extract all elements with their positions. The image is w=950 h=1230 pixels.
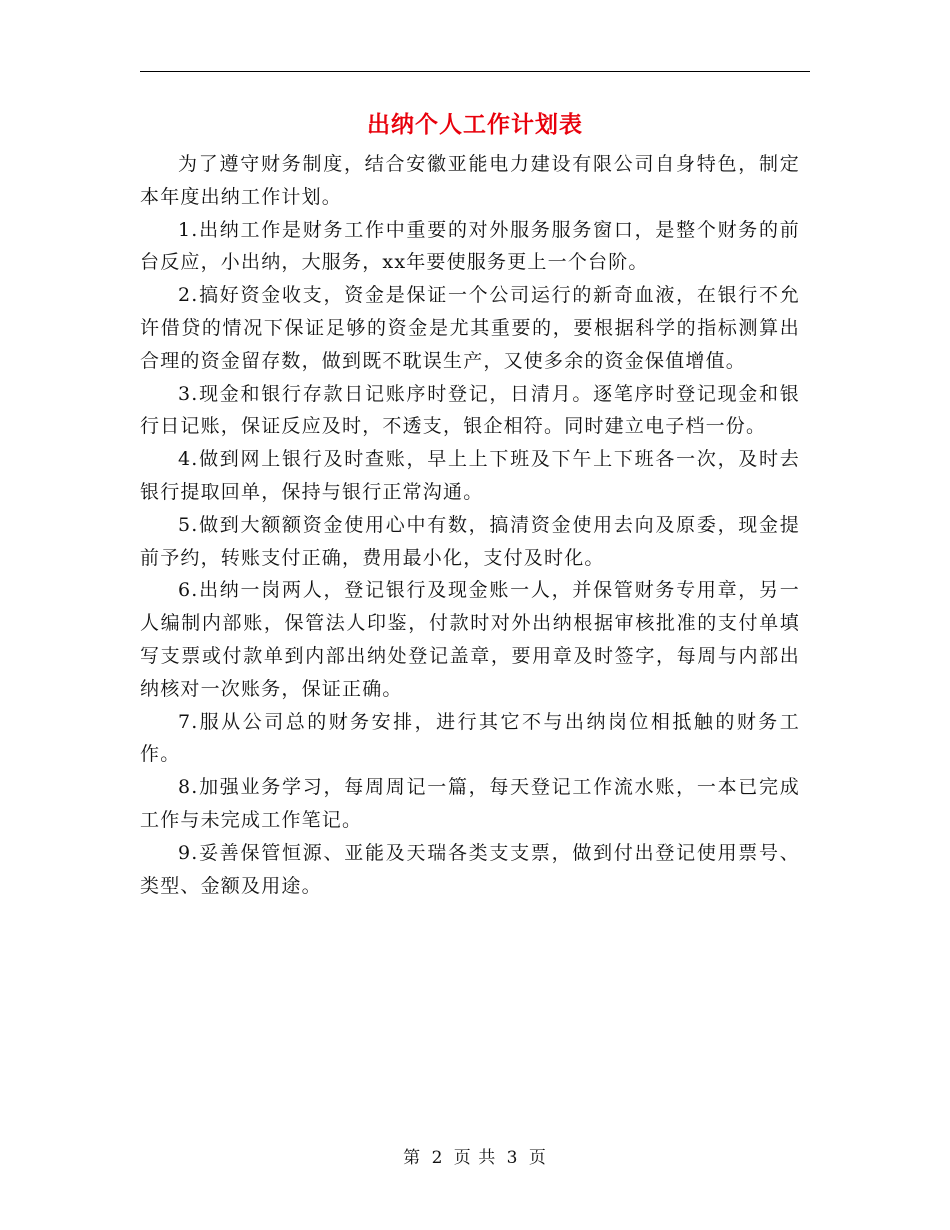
plan-item-8: 8.加强业务学习，每周周记一篇，每天登记工作流水账，一本已完成工作与未完成工作笔记。 [140,776,800,831]
page-footer [0,1145,950,1171]
footer-middle: 页 共 [453,1148,497,1168]
footer-prefix: 第 [403,1148,422,1168]
footer-page-number: 2 [431,1148,444,1168]
footer-suffix: 页 [528,1148,547,1168]
plan-item-3: 3.现金和银行存款日记账序时登记，日清月。逐笔序时登记现金和银行日记账，保证反应及时，不透支，银企相符。同时建立电子档一份。 [140,382,800,438]
document-body [140,148,800,902]
plan-item-1: 1.出纳工作是财务工作中重要的对外服务服务窗口，是整个财务的前台反应，小出纳，大服务，xx年要使服务更上一个台阶。 [140,218,800,274]
plan-item-2: 2.搞好资金收支，资金是保证一个公司运行的新奇血液，在银行不允许借贷的情况下保证足够的资金是尤其重要的，要根据科学的指标测算出合理的资金留存数，做到既不耽误生产，又使多余的资金保值增值。 [140,284,800,372]
plan-item-7: 7.服从公司总的财务安排，进行其它不与出纳岗位相抵触的财务工作。 [140,710,800,766]
plan-item-6: 6.出纳一岗两人，登记银行及现金账一人，并保管财务专用章，另一人编制内部账，保管法人印鉴，付款时对外出纳根据审核批准的支付单填写支票或付款单到内部出纳处登记盖章，要用章及时签字，每周与内部出纳核对一次账务，保证正确。 [140,579,800,700]
intro-paragraph: 为了遵守财务制度，结合安徽亚能电力建设有限公司自身特色，制定本年度出纳工作计划。 [140,153,800,208]
plan-item-4: 4.做到网上银行及时查账，早上上下班及下午上下班各一次，及时去银行提取回单，保持与银行正常沟通。 [140,448,800,503]
header-rule [140,71,810,72]
document-title: 出纳个人工作计划表 [367,111,583,138]
plan-item-5: 5.做到大额额资金使用心中有数，搞清资金使用去向及原委，现金提前予约，转账支付正确，费用最小化，支付及时化。 [140,513,800,569]
plan-item-9: 9.妥善保管恒源、亚能及天瑞各类支支票，做到付出登记使用票号、类型、金额及用途。 [140,841,800,897]
footer-total-pages: 3 [506,1148,519,1168]
